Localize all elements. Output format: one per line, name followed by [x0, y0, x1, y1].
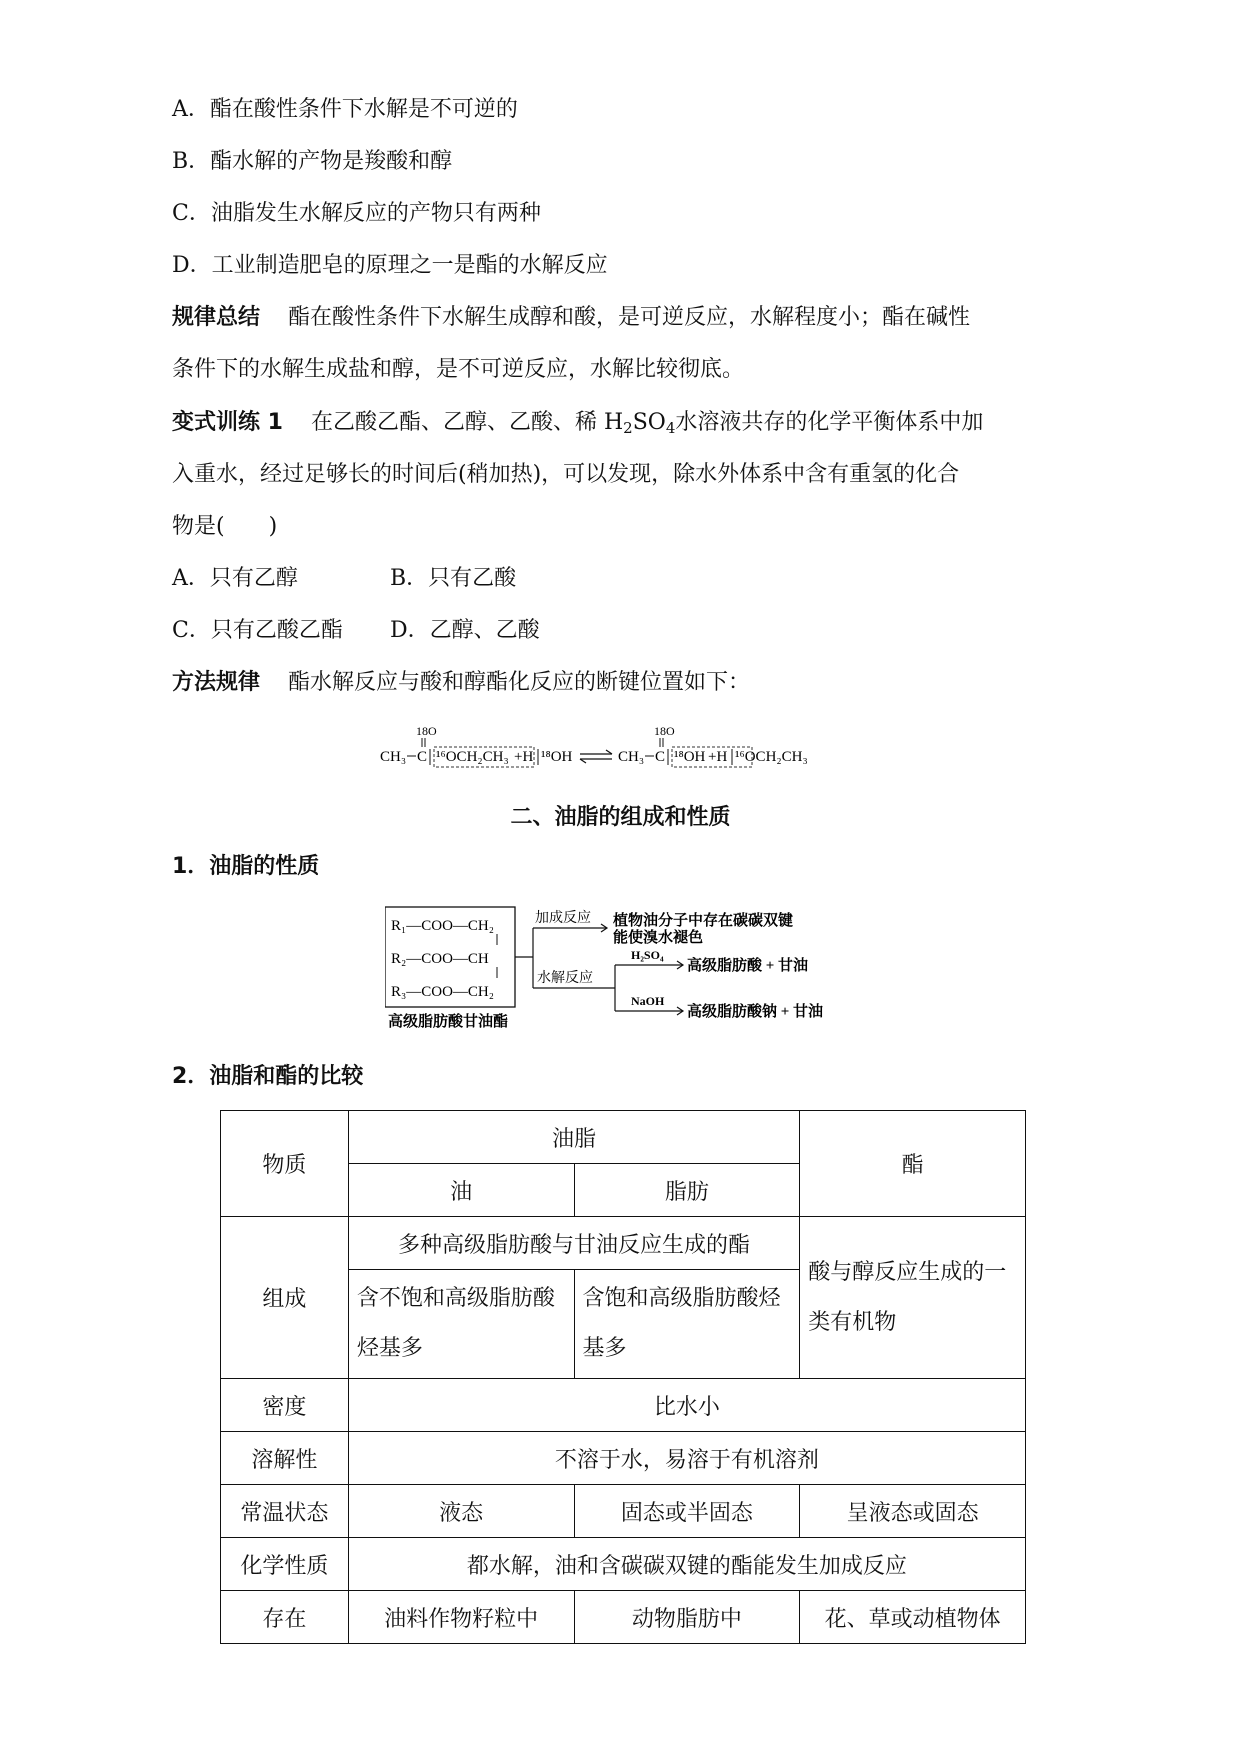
option-c: C．油脂发生水解反应的产物只有两种 — [172, 201, 541, 226]
header-fat: 脂肪 — [574, 1164, 800, 1217]
rule-summary-label: 规律总结 — [172, 305, 261, 330]
exercise-options-row2 — [172, 616, 540, 646]
exist-ester: 花、草或动植物体 — [800, 1591, 1026, 1644]
right-group: ¹⁶OCH₂CH₃ — [735, 749, 808, 765]
left-ch3: CH₃ — [380, 749, 407, 765]
item1-heading: 1．油脂的性质 — [172, 854, 320, 879]
option-b: B．酯水解的产物是羧酸和醇 — [172, 149, 453, 174]
acid-result: 高级脂肪酸 + 甘油 — [687, 958, 809, 974]
option-a: A．酯在酸性条件下水解是不可逆的 — [172, 97, 518, 122]
header-ester: 酯 — [800, 1111, 1026, 1217]
item2-heading: 2．油脂和酯的比较 — [172, 1064, 364, 1089]
right-o18-label: 18O — [654, 724, 675, 738]
exercise-text1b: SO — [632, 410, 666, 435]
method-rule-line — [172, 668, 750, 698]
addition-result-1: 植物油分子中存在碳碳双键 — [613, 913, 794, 929]
composition-common: 多种高级脂肪酸与甘油反应生成的酯 — [348, 1217, 799, 1270]
right-ch3: CH₃ — [618, 749, 645, 765]
hydrolysis-equation — [380, 723, 880, 773]
base-result: 高级脂肪酸钠 + 甘油 — [687, 1004, 824, 1020]
row-label-chemical: 化学性质 — [221, 1538, 349, 1591]
exercise-option-d: D．乙醇、乙酸 — [390, 618, 540, 643]
hydrolysis-label: 水解反应 — [537, 971, 593, 986]
solubility-value: 不溶于水，易溶于有机溶剂 — [348, 1432, 1025, 1485]
acid-catalyst: H₂SO₄ — [631, 948, 664, 962]
method-rule-label: 方法规律 — [172, 670, 261, 695]
triglyceride-row3: R₃—COO—CH₂ — [391, 984, 494, 1000]
exercise-line3: 物是( ) — [172, 514, 278, 539]
exercise-label: 变式训练 1 — [172, 410, 283, 435]
fat-reaction-diagram — [385, 903, 870, 1033]
state-fat: 固态或半固态 — [574, 1485, 800, 1538]
exist-fat: 动物脂肪中 — [574, 1591, 800, 1644]
exercise-text1c: 水溶液共存的化学平衡体系中加 — [675, 410, 984, 435]
option-d: D．工业制造肥皂的原理之一是酯的水解反应 — [172, 253, 608, 278]
exercise-line2: 入重水，经过足够长的时间后(稍加热)，可以发现，除水外体系中含有重氢的化合 — [172, 462, 960, 487]
chemical-value: 都水解，油和含碳碳双键的酯能发生加成反应 — [348, 1538, 1025, 1591]
triglyceride-row2: R₂—COO—CH — [391, 951, 489, 967]
diagram-svg — [385, 903, 870, 1033]
method-rule-text: 酯水解反应与酸和醇酯化反应的断键位置如下： — [288, 670, 751, 695]
exercise-sub2: 4 — [665, 419, 676, 437]
header-fat-oil: 油脂 — [348, 1111, 799, 1164]
rule-summary-line2: 条件下的水解生成盐和醇，是不可逆反应，水解比较彻底。 — [172, 357, 745, 382]
composition-ester: 酸与醇反应生成的一类有机物 — [800, 1217, 1026, 1379]
composition-oil: 含不饱和高级脂肪酸烃基多 — [348, 1270, 574, 1379]
triglyceride-row1: R₁—COO—CH₂ — [391, 918, 494, 934]
composition-fat: 含饱和高级脂肪酸烃基多 — [574, 1270, 800, 1379]
right-c: C — [655, 749, 666, 765]
rule-summary-text1: 酯在酸性条件下水解生成醇和酸，是可逆反应，水解程度小；酯在碱性 — [288, 305, 971, 330]
exercise-options-row1 — [172, 564, 516, 594]
exercise-line1 — [172, 408, 983, 443]
row-label-solubility: 溶解性 — [221, 1432, 349, 1485]
exercise-option-a: A．只有乙醇 — [172, 566, 298, 591]
left-c: C — [417, 749, 428, 765]
rule-summary-line1 — [172, 303, 970, 333]
exercise-sub1: 2 — [623, 419, 633, 437]
right-oh: ¹⁸OH — [674, 749, 706, 765]
addition-label: 加成反应 — [535, 911, 591, 926]
equation-svg — [380, 723, 880, 773]
addition-result-2: 能使溴水褪色 — [613, 930, 704, 946]
exist-oil: 油料作物籽粒中 — [348, 1591, 574, 1644]
state-ester: 呈液态或固态 — [800, 1485, 1026, 1538]
state-oil: 液态 — [348, 1485, 574, 1538]
row-label-state: 常温状态 — [221, 1485, 349, 1538]
density-value: 比水小 — [348, 1379, 1025, 1432]
row-label-density: 密度 — [221, 1379, 349, 1432]
plus-h-right: +H — [708, 749, 728, 765]
header-oil: 油 — [348, 1164, 574, 1217]
exercise-text1a: 在乙酸乙酯、乙醇、乙酸、稀 H — [310, 410, 624, 435]
plus-h-left: +H — [514, 749, 534, 765]
section-title: 二、油脂的组成和性质 — [510, 805, 731, 830]
left-o18-label: 18O — [416, 724, 437, 738]
exercise-option-b: B．只有乙酸 — [390, 566, 517, 591]
row-label-composition: 组成 — [221, 1217, 349, 1379]
exercise-option-c: C．只有乙酸乙酯 — [172, 618, 343, 643]
left-oh: ¹⁸OH — [541, 749, 573, 765]
left-group: ¹⁶OCH₂CH₃ — [436, 749, 509, 765]
row-label-existence: 存在 — [221, 1591, 349, 1644]
triglyceride-caption: 高级脂肪酸甘油酯 — [388, 1014, 509, 1030]
comparison-table — [220, 1110, 1026, 1644]
base-catalyst: NaOH — [631, 994, 665, 1008]
header-substance: 物质 — [221, 1111, 349, 1217]
